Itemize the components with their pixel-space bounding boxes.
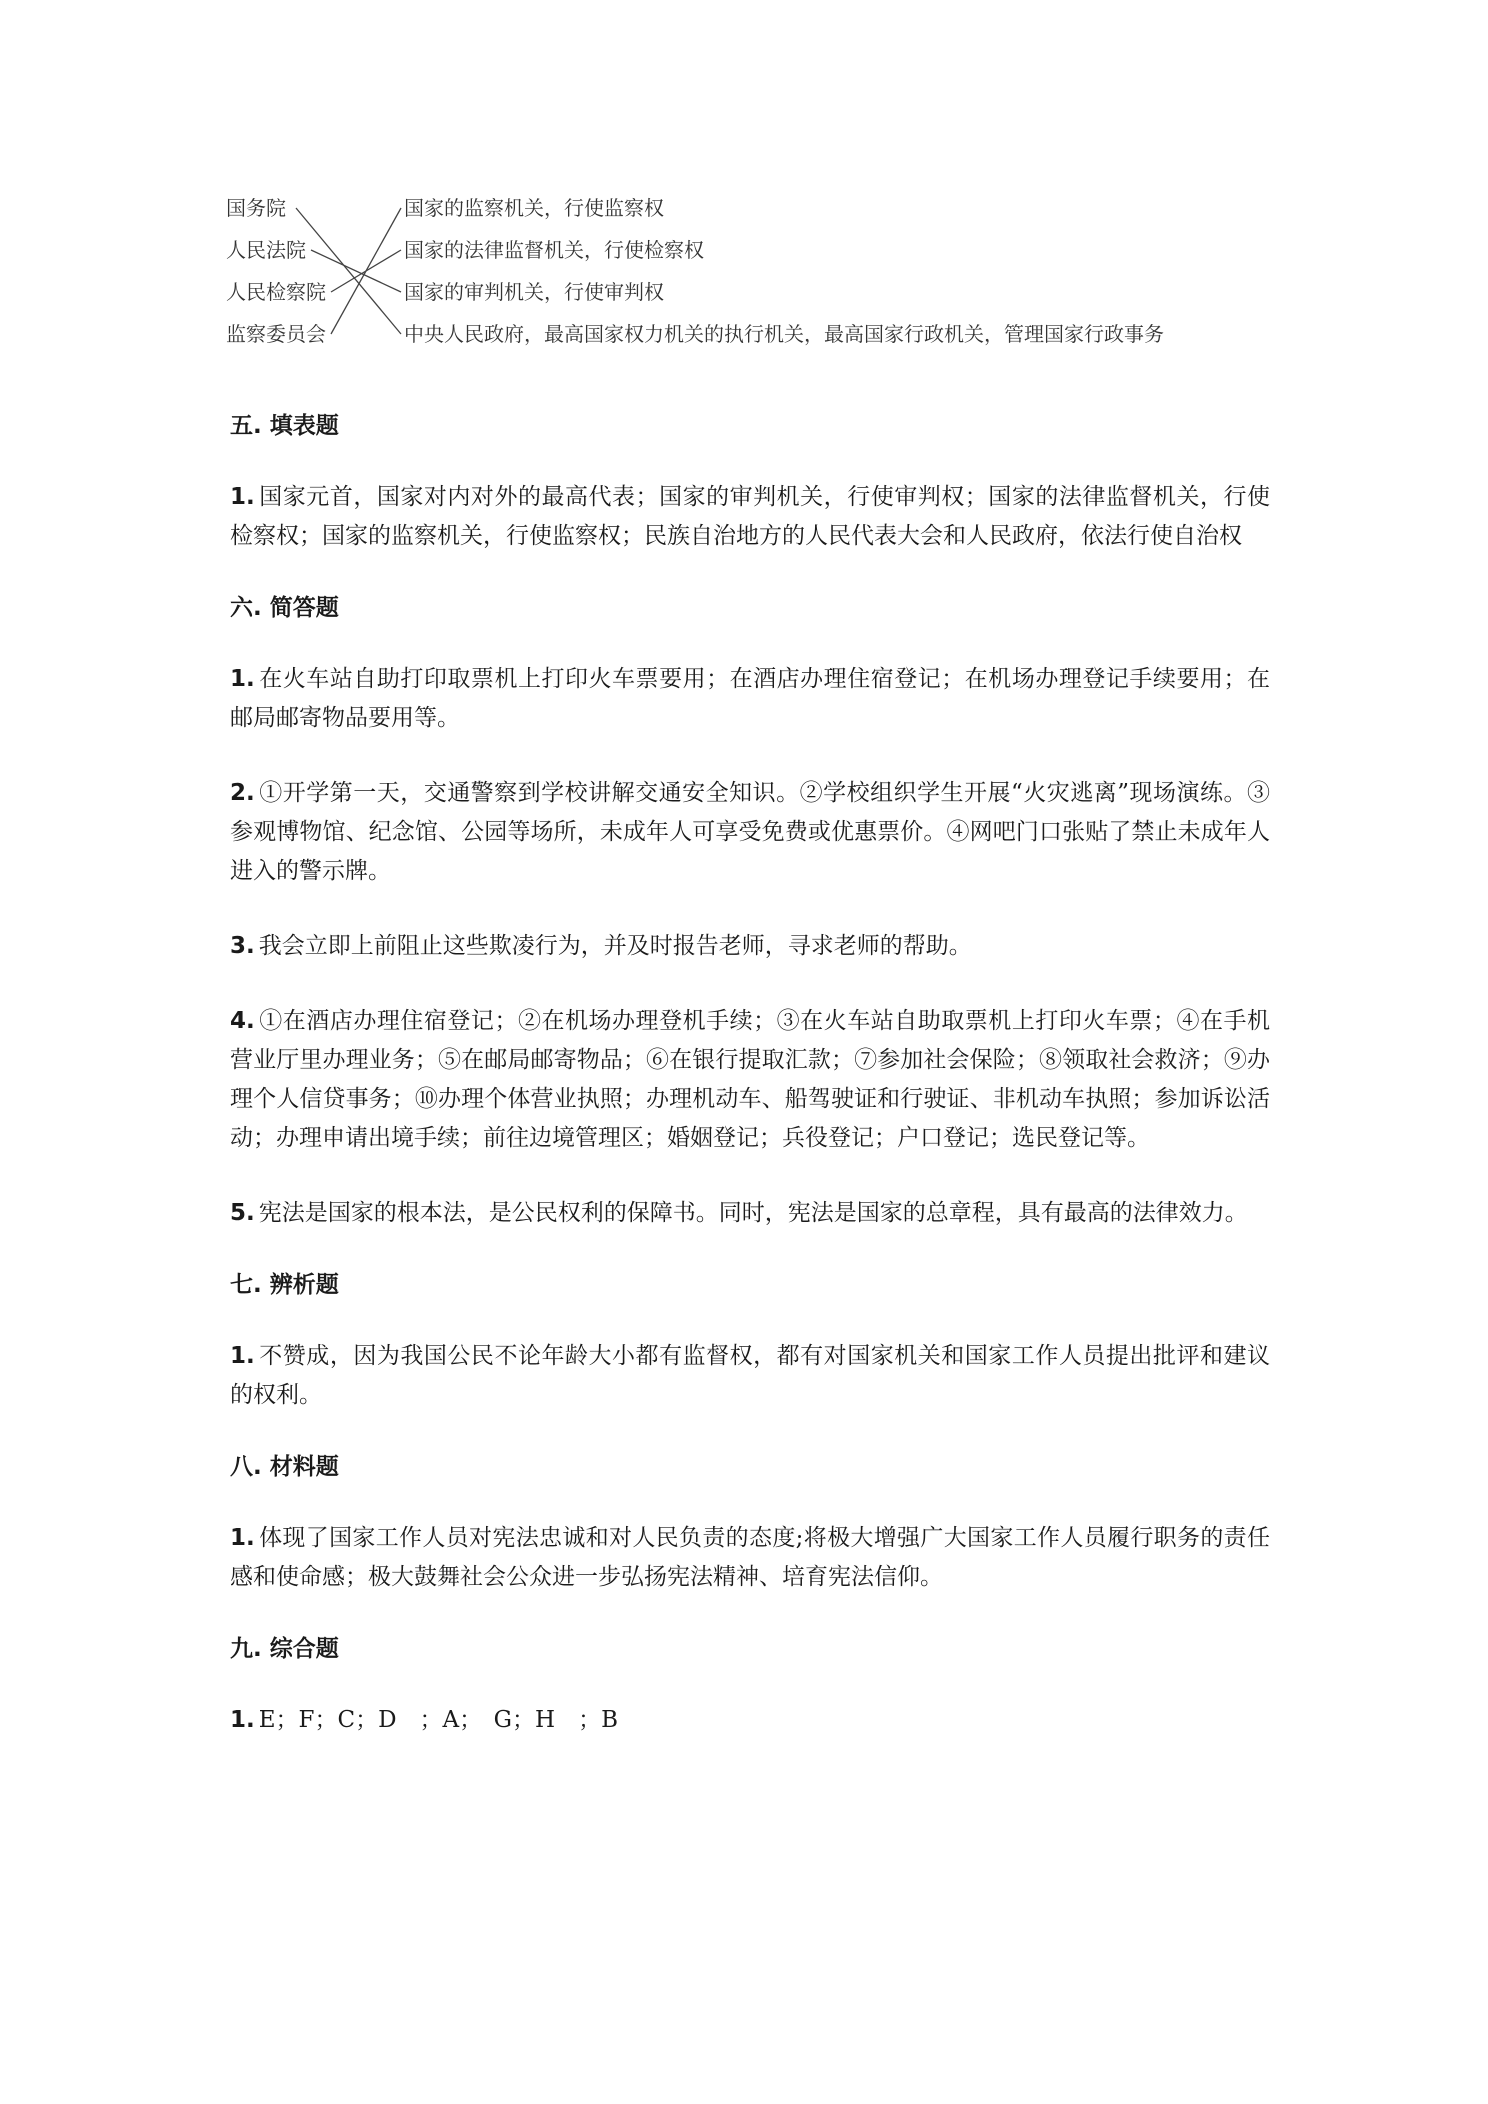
item-number: 1.	[230, 1343, 255, 1369]
answer-item	[230, 478, 1270, 556]
item-text: ①在酒店办理住宿登记；②在机场办理登机手续；③在火车站自助取票机上打印火车票；④在手机营业厅里办理业务；⑤在邮局邮寄物品；⑥在银行提取汇款；⑦参加社会保险；⑧领取社会救济；⑨办理个人信贷事务；⑩办理个体营业执照；办理机动车、船驾驶证和行驶证、非机动车执照；参加诉讼活动；办理申请出境手续；前往边境管理区；婚姻登记；兵役登记；户口登记；选民登记等。	[230, 1008, 1270, 1151]
left-item-0: 国务院	[226, 196, 286, 220]
section-title: 六. 简答题	[230, 595, 339, 621]
section-9	[230, 1633, 1270, 1740]
answer-content	[230, 410, 1270, 1776]
answer-item	[230, 1701, 1270, 1740]
answer-item	[230, 774, 1270, 891]
item-number: 4.	[230, 1008, 255, 1034]
item-text: 不赞成，因为我国公民不论年龄大小都有监督权，都有对国家机关和国家工作人员提出批评和建议的权利。	[230, 1343, 1270, 1408]
right-item-3: 中央人民政府，最高国家权力机关的执行机关，最高国家行政机关，管理国家行政事务	[404, 322, 1164, 346]
item-number: 1.	[230, 484, 255, 510]
match-line-3	[331, 208, 401, 334]
left-item-2: 人民检察院	[226, 280, 326, 304]
section-7	[230, 1269, 1270, 1415]
answer-item	[230, 1002, 1270, 1158]
item-number: 2.	[230, 780, 255, 806]
section-title: 九. 综合题	[230, 1636, 339, 1662]
item-number: 1.	[230, 1525, 255, 1551]
section-6	[230, 592, 1270, 1233]
left-item-3: 监察委员会	[226, 322, 326, 346]
item-text: 国家元首，国家对内对外的最高代表；国家的审判机关，行使审判权；国家的法律监督机关，行使检察权；国家的监察机关，行使监察权；民族自治地方的人民代表大会和人民政府，依法行使自治权	[230, 484, 1270, 549]
item-number: 3.	[230, 933, 255, 959]
section-title: 五. 填表题	[230, 413, 339, 439]
item-text: 在火车站自助打印取票机上打印火车票要用；在酒店办理住宿登记；在机场办理登记手续要用；在邮局邮寄物品要用等。	[230, 666, 1270, 731]
answer-item	[230, 1519, 1270, 1597]
answer-item	[230, 660, 1270, 738]
item-number: 1.	[230, 1707, 255, 1733]
left-item-1: 人民法院	[226, 238, 306, 262]
right-item-1: 国家的法律监督机关，行使检察权	[404, 238, 704, 262]
item-text: ①开学第一天，交通警察到学校讲解交通安全知识。②学校组织学生开展“火灾逃离”现场演练。③参观博物馆、纪念馆、公园等场所，未成年人可享受免费或优惠票价。④网吧门口张贴了禁止未成年人进入的警示牌。	[230, 780, 1270, 884]
item-text: 我会立即上前阻止这些欺凌行为，并及时报告老师，寻求老师的帮助。	[258, 933, 972, 959]
answer-item	[230, 1194, 1270, 1233]
item-text: 体现了国家工作人员对宪法忠诚和对人民负责的态度;将极大增强广大国家工作人员履行职务的责任感和使命感；极大鼓舞社会公众进一步弘扬宪法精神、培育宪法信仰。	[230, 1525, 1270, 1590]
right-item-0: 国家的监察机关，行使监察权	[404, 196, 664, 220]
item-number: 1.	[230, 666, 255, 692]
item-text: 宪法是国家的根本法，是公民权利的保障书。同时，宪法是国家的总章程，具有最高的法律效力。	[258, 1200, 1248, 1226]
matching-diagram	[226, 190, 1226, 370]
answer-item	[230, 1337, 1270, 1415]
match-line-0	[296, 208, 401, 334]
right-item-2: 国家的审判机关，行使审判权	[404, 280, 664, 304]
answer-item	[230, 927, 1270, 966]
section-title: 七. 辨析题	[230, 1272, 339, 1298]
item-text: E；F；C；D ；A； G；H ；B	[258, 1707, 618, 1733]
section-5	[230, 410, 1270, 556]
section-8	[230, 1451, 1270, 1597]
item-number: 5.	[230, 1200, 255, 1226]
section-title: 八. 材料题	[230, 1454, 339, 1480]
